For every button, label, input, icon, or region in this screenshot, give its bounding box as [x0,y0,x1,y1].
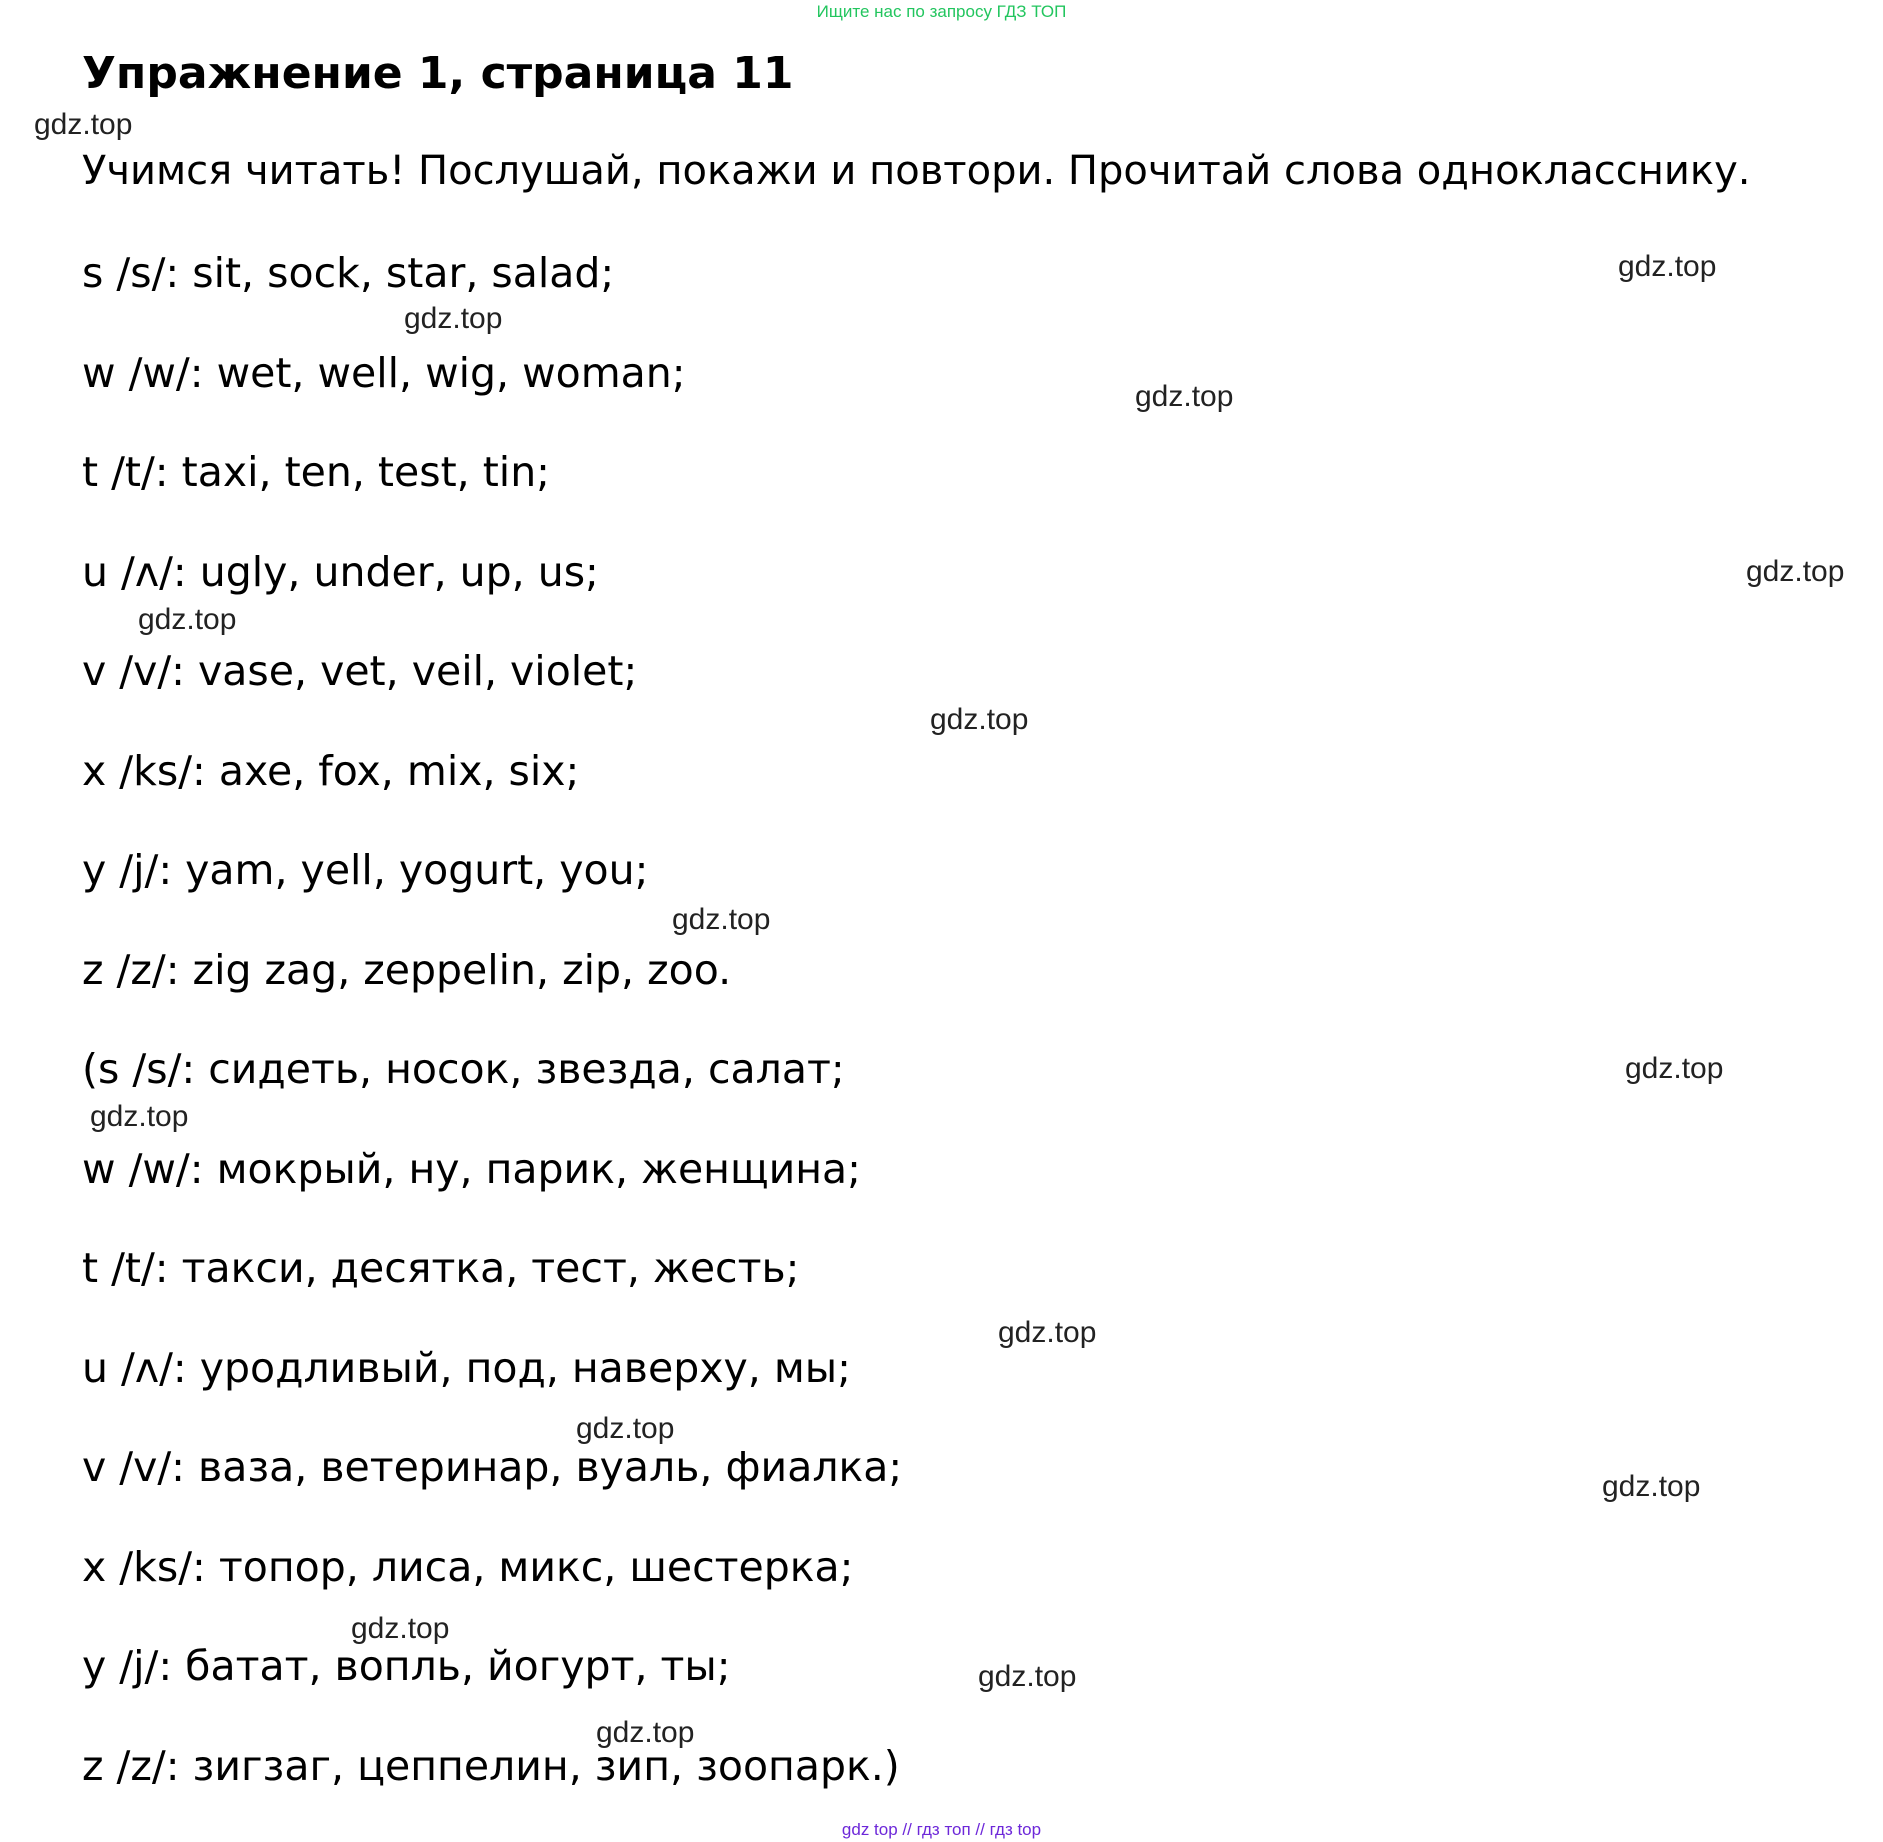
watermark: gdz.top [1746,555,1845,588]
line-u-translation: u /ʌ/: уродливый, под, наверху, мы; [82,1343,851,1392]
watermark: gdz.top [1602,1470,1701,1503]
watermark: gdz.top [596,1716,695,1749]
line-x-translation: x /ks/: топор, лиса, микс, шестерка; [82,1542,854,1591]
line-z-translation: z /z/: зигзаг, цеппелин, зип, зоопарк.) [82,1741,900,1790]
watermark: gdz.top [1618,250,1717,283]
exercise-lines [82,248,902,1840]
watermark: gdz.top [576,1412,675,1445]
footer-links: gdz top // гдз топ // гдз top [841,1820,1042,1839]
line-v: v /v/: vase, vet, veil, violet; [82,647,638,695]
watermark: gdz.top [672,903,771,936]
watermark: gdz.top [404,302,503,335]
line-v-translation: v /v/: ваза, ветеринар, вуаль, фиалка; [82,1443,903,1491]
line-w-translation: w /w/: мокрый, ну, парик, женщина; [82,1144,861,1193]
exercise-instruction: Учимся читать! Послушай, покажи и повтори. Прочитай слова однокласснику. [82,148,1751,194]
line-y: y /j/: yam, yell, yogurt, you; [82,846,649,894]
line-s-translation: (s /s/: сидеть, носок, звезда, салат; [82,1045,845,1093]
line-t: t /t/: taxi, ten, test, tin; [82,448,550,496]
line-z: z /z/: zig zag, zeppelin, zip, zoo. [82,945,732,994]
watermark: gdz.top [998,1316,1097,1349]
watermark: gdz.top [34,108,133,141]
watermark: gdz.top [1135,380,1234,413]
line-w: w /w/: wet, well, wig, woman; [82,348,686,397]
search-banner: Ищите нас по запросу ГДЗ ТОП [816,2,1067,21]
watermark: gdz.top [138,603,237,636]
line-y-translation: y /j/: батат, вопль, йогурт, ты; [82,1642,731,1690]
line-s: s /s/: sit, sock, star, salad; [82,249,615,297]
watermark: gdz.top [1625,1052,1724,1085]
watermark: gdz.top [351,1612,450,1645]
watermark: gdz.top [930,703,1029,736]
line-u: u /ʌ/: ugly, under, up, us; [82,547,599,596]
watermark: gdz.top [90,1100,189,1133]
line-x: x /ks/: axe, fox, mix, six; [82,746,580,795]
line-t-translation: t /t/: такси, десятка, тест, жесть; [82,1244,800,1292]
watermark: gdz.top [978,1660,1077,1693]
page-title: Упражнение 1, страница 11 [82,48,794,99]
